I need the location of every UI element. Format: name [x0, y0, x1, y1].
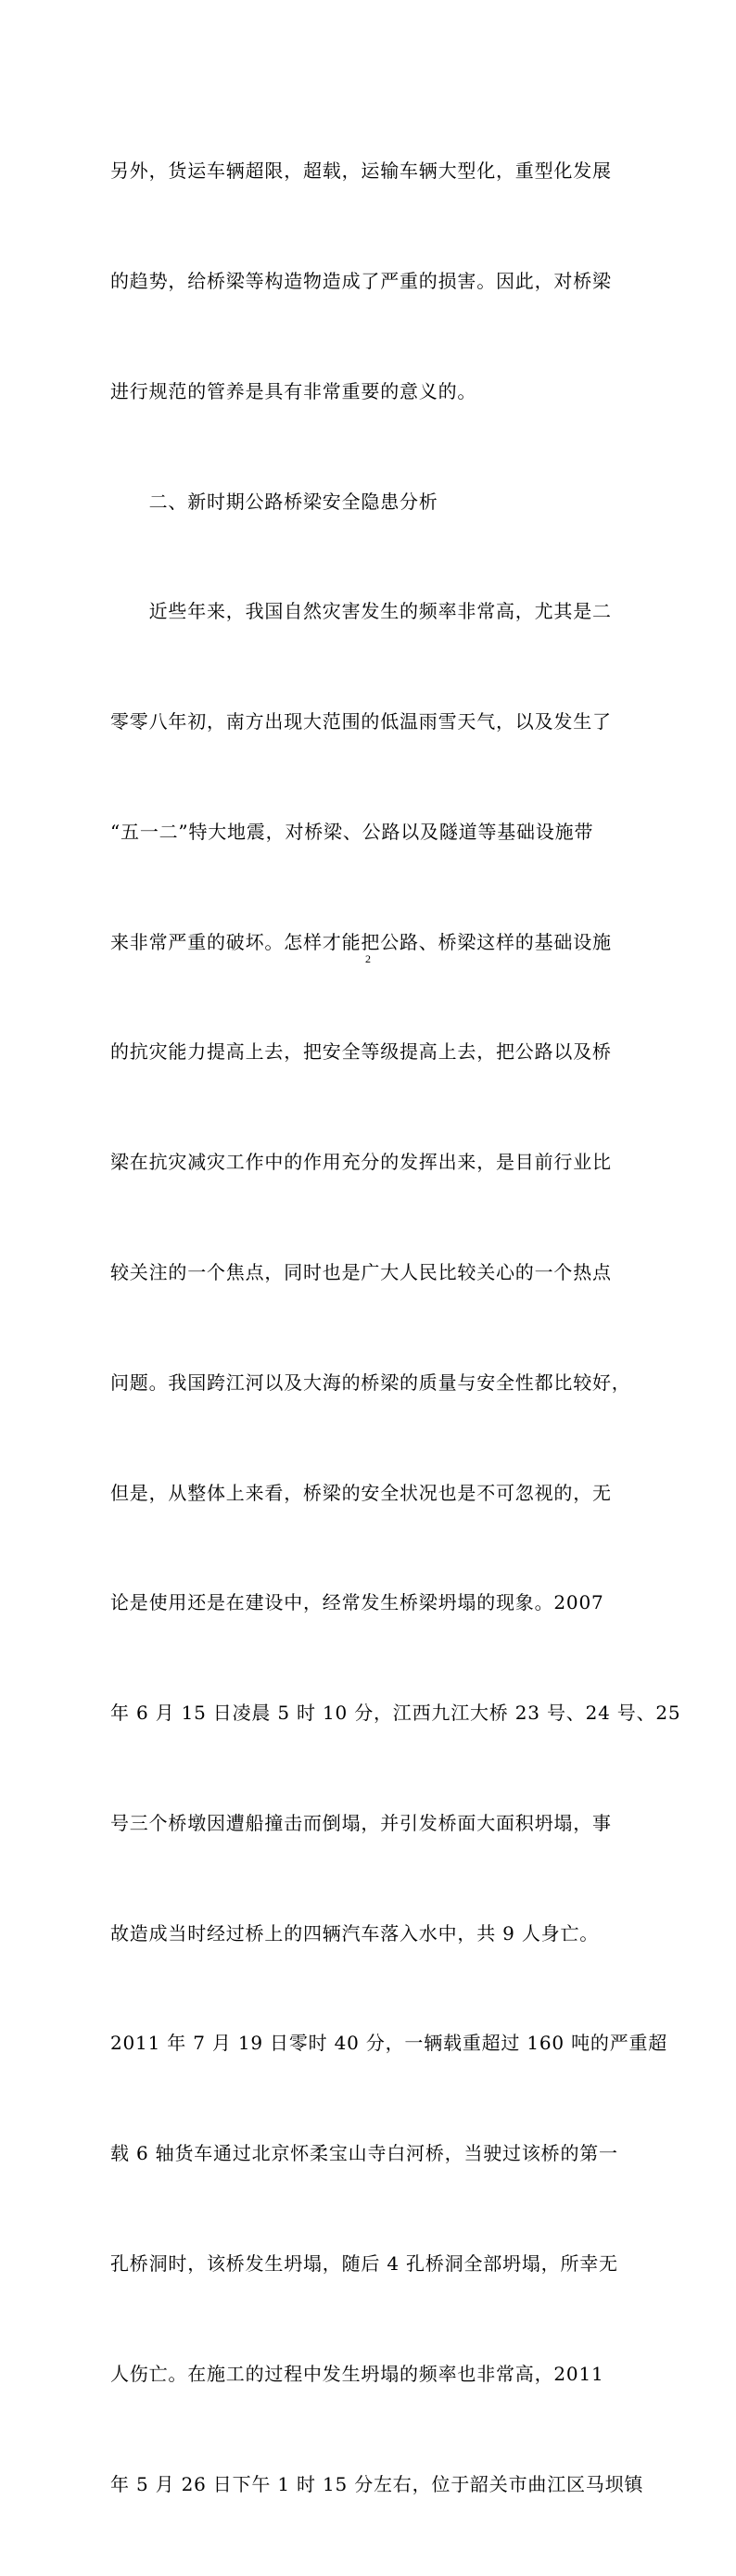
text-line: 载 6 轴货车通过北京怀柔宝山寺白河桥，当驶过该桥的第一 — [110, 2142, 618, 2165]
page-number: 2 — [365, 952, 371, 965]
text-line: 年 5 月 26 日下午 1 时 15 分左右，位于韶关市曲江区马坝镇 — [110, 2472, 644, 2495]
text-line: 的抗灾能力提高上去，把安全等级提高上去，把公路以及桥 — [110, 1040, 612, 1064]
text-line: 论是使用还是在建设中，经常发生桥梁坍塌的现象。2007 — [110, 1591, 604, 1614]
section-heading: 二、新时期公路桥梁安全隐患分析 — [110, 490, 438, 513]
text-line: 2011 年 7 月 19 日零时 40 分，一辆载重超过 160 吨的严重超 — [110, 2032, 668, 2055]
text-line: 问题。我国跨江河以及大海的桥梁的质量与安全性都比较好， — [110, 1371, 631, 1394]
text-line: 但是，从整体上来看，桥梁的安全状况也是不可忽视的，无 — [110, 1481, 612, 1504]
text-line: 进行规范的管养是具有非常重要的意义的。 — [110, 379, 477, 402]
text-line: 孔桥洞时，该桥发生坍塌，随后 4 孔桥洞全部坍塌，所幸无 — [110, 2252, 618, 2276]
text-line: 梁在抗灾减灾工作中的作用充分的发挥出来，是目前行业比 — [110, 1151, 612, 1174]
text-line: 号三个桥墩因遭船撞击而倒塌，并引发桥面大面积坍塌，事 — [110, 1811, 612, 1834]
text-line: 的趋势，给桥梁等构造物造成了严重的损害。因此，对桥梁 — [110, 269, 612, 292]
text-line: 近些年来，我国自然灾害发生的频率非常高，尤其是二 — [110, 600, 612, 623]
text-line: 年 6 月 15 日凌晨 5 时 10 分，江西九江大桥 23 号、24 号、25 — [110, 1702, 681, 1725]
text-line: 另外，货运车辆超限，超载，运输车辆大型化，重型化发展 — [110, 159, 612, 183]
text-line: “五一二”特大地震，对桥梁、公路以及隧道等基础设施带 — [110, 820, 594, 843]
text-line: 来非常严重的破坏。怎样才能把公路、桥梁这样的基础设施 — [110, 930, 612, 953]
text-line: 故造成当时经过桥上的四辆汽车落入水中，共 9 人身亡。 — [110, 1921, 600, 1945]
text-line: 较关注的一个焦点，同时也是广大人民比较关心的一个热点 — [110, 1261, 612, 1283]
body-text — [110, 80, 681, 2576]
text-line: 人伤亡。在施工的过程中发生坍塌的频率也非常高，2011 — [110, 2362, 604, 2385]
text-line: 零零八年初，南方出现大范围的低温雨雪天气，以及发生了 — [110, 710, 612, 733]
